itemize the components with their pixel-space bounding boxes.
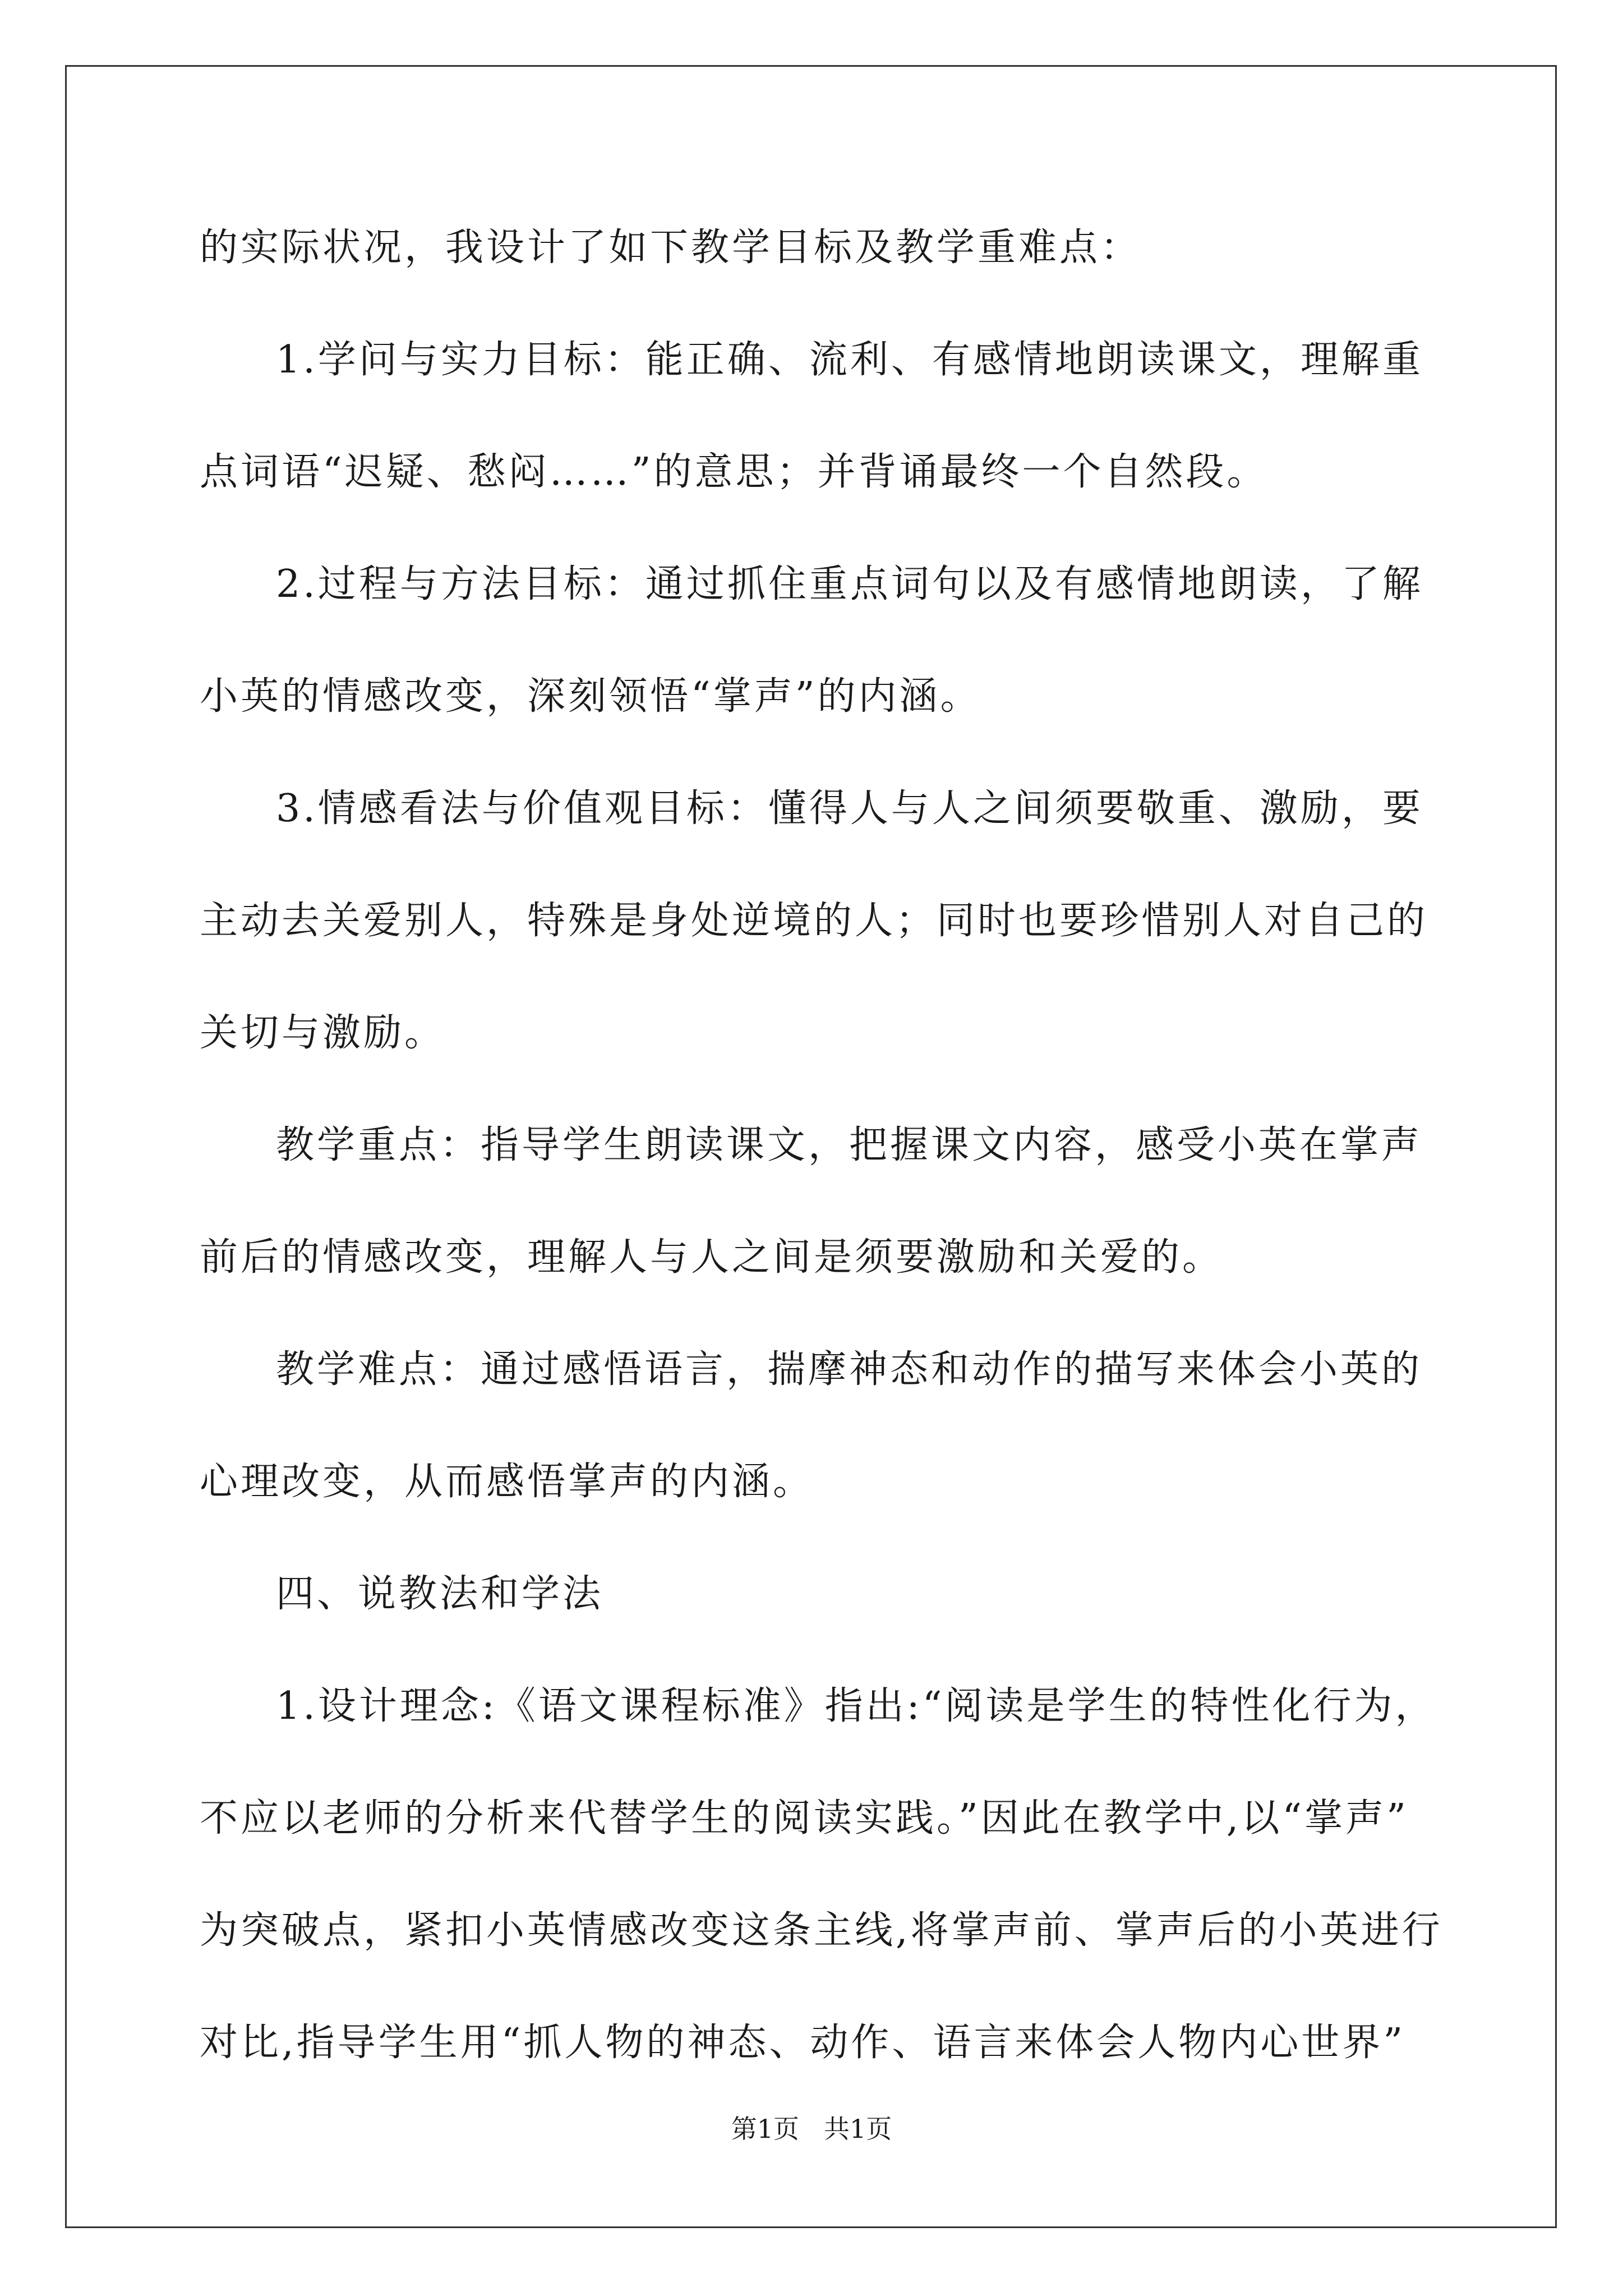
- text-line: 对比,指导学生用“抓人物的神态、动作、语言来体会人物内心世界”: [200, 2021, 1406, 2065]
- text-line: 心理改变，从而感悟掌声的内涵。: [200, 1460, 814, 1504]
- text-line: 1.设计理念:《语文课程标准》指出:“阅读是学生的特性化行为，: [276, 1684, 1436, 1728]
- text-line: 2.过程与方法目标：通过抓住重点词句以及有感情地朗读，了解: [276, 562, 1423, 606]
- document-body: [200, 220, 1443, 2127]
- text-line: 的实际状况，我设计了如下教学目标及教学重难点：: [200, 226, 1142, 270]
- page-number: 第1页: [731, 2114, 799, 2144]
- text-line: 教学重点：指导学生朗读课文，把握课文内容，感受小英在掌声: [276, 1123, 1423, 1167]
- text-line: 不应以老师的分析来代替学生的阅读实践。”因此在教学中,以“掌声”: [200, 1796, 1409, 1841]
- text-line: 教学难点：通过感悟语言，揣摩神态和动作的描写来体会小英的: [276, 1347, 1423, 1392]
- text-line: 为突破点，紧扣小英情感改变这条主线,将掌声前、掌声后的小英进行: [200, 1908, 1443, 1953]
- text-line: 3.情感看法与价值观目标：懂得人与人之间须要敬重、激励，要: [276, 786, 1423, 831]
- text-line: 1.学问与实力目标：能正确、流利、有感情地朗读课文，理解重: [276, 338, 1423, 382]
- text-line: 小英的情感改变，深刻领悟“掌声”的内涵。: [200, 674, 981, 719]
- text-line: 关切与激励。: [200, 1011, 446, 1055]
- text-line: 前后的情感改变，理解人与人之间是须要激励和关爱的。: [200, 1235, 1224, 1280]
- section-heading: 四、说教法和学法: [276, 1572, 604, 1616]
- page-total: 共1页: [824, 2114, 892, 2144]
- text-line: 主动去关爱别人，特殊是身处逆境的人；同时也要珍惜别人对自己的: [200, 899, 1428, 943]
- page-footer: [0, 2112, 1623, 2146]
- text-line: 点词语“迟疑、愁闷……”的意思；并背诵最终一个自然段。: [200, 450, 1268, 494]
